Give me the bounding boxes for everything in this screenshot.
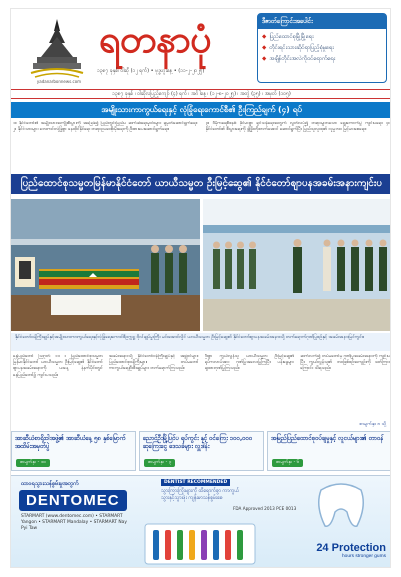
ad-tagline: ထာဝရသွားသန်စွမ်းမှုအတွက် [21,481,79,487]
ad-benefit-line: သွားကြားကြိုးများကို ထိရောက်စွာ ကာကွယ် [161,488,240,494]
photo-ceremony-hall[interactable] [11,199,200,331]
ad-protection [316,542,386,559]
honor-guard-image [203,199,391,331]
article1-body [11,121,391,171]
toothbrush-pack-icon [141,522,261,566]
issue-line: ၁၃၈၇ ခုနှစ်၊ ဝါဆို (၁၂ ရက်) • ဗုဒ္ဓဟူးနေ့ • (၁၁-၂-၂၀၂၅) [97,68,205,74]
headline-item[interactable]: ◆ ပြည်ထောင်စုမြို့မြို့ရေး [262,34,314,40]
teaser-row [11,431,391,471]
main-article-body [11,354,391,428]
teaser-3[interactable] [267,431,391,471]
ad-benefit-line: သွားနှင့်သွားဖုံး ကျန်းမာသန်စွမ်းစေ [161,495,223,501]
article1-col2: ၃။ ဒီမိုကရေစီစနစ် ခိုင်မာစွာ ရှင်သန်ရေးအတွက် လွတ်လပ်၍ တရားမျှတသော ရွေးကောက်ပွဲ ကျင်းပရေး၊ ၄။ နိုင်ငံတော်၏ စီးပွားရေးကို ဖွံ့ဖြိုးတိုးတက်အောင် ဆောင်ရွက်ပြီး ပြည်သူလူထု၏ လူမှုဘဝ မြင့်မားစေရေး။ [205,121,390,133]
photo-caption: နိုင်ငံတော်ဝန်ကြီးချုပ်နှင့်အမျိုးသားကာကွယ်ရေးနှင့်လုံခြုံရေးကောင်စီဥက္ကဋ္ဌ ဗိုလ်ချုပ်မှူးကြီး မင်းအောင်လှိုင် ယာယီသမ္မတ ဦးမြင့်ဆွေ၏ နိုင်ငံတော်စျာပနအခမ်းအနားသို့ တက်ရောက်ဂုဏ်ပြုစဉ်နှင့် အခမ်းအနားမြင်ကွင်း။ [11,333,391,351]
ad-fda-note: FDA Approved 2013 PCE 0013 [233,506,297,511]
bullet-icon: ◆ [262,45,267,51]
main-headline[interactable]: ပြည်ထောင်စုသမ္မတမြန်မာနိုင်ငံတော် ယာယီသမ္မတ ဦးမြင့်ဆွေ၏ နိုင်ငံတော်စျာပနအခမ်းအနားကျင်းပ [11,174,391,194]
teaser-1-page: စာမျက်နှာ - ၁၀ [16,459,50,467]
newspaper-page [10,8,391,568]
headlines-box-title: ဒီဇာတ်ကြောင်းအပေါင်း [258,14,386,29]
main-col3: ဦးစွာ ကွယ်လွန်သူ ယာယီသမ္မတ ဦးမြင့်ဆွေ၏ ရုပ်ကလာပ်အား ဂုဏ်ပြုအလေးပြုကြပြီး ပန်းခွေများ ချထားဂုဏ်ပြုကြသည်။ [204,354,295,372]
pagoda-emblem-icon [29,17,85,79]
headlines-list [258,29,386,68]
ad-distributors: STARMART (www.dentomec.com) • STARMART Yangon • STARMART Mandalay • STARMART Nay Pyi Taw [21,514,127,531]
date-strip: ၁၃၈၇ ခုနှစ် ၊ ဝါဆိုလပြည့်ကျော် (၄) ရက် ၊ အင်္ဂါနေ့ ၊ (၁၂-၈-၂၀၂၅) ၊ အတွဲ (၃၅) ၊ အမှတ် (၁၀၅) [11,89,391,99]
ad-protection-big: 24 Protection [316,542,386,554]
teaser-3-page: စာမျက်နှာ - ၆ [272,459,303,467]
teaser-2[interactable] [139,431,264,471]
main-col1: နေပြည်တော် ဩဂုတ် ၁၁ ။ ပြည်ထောင်စုသမ္မတမြန်မာနိုင်ငံတော် ယာယီသမ္မတ ဦးမြင့်ဆွေ၏ နိုင်ငံတော်စျာပနအခမ်းအနားကို ယနေ့ နံနက်ပိုင်းတွင် နေပြည်တော်၌ ကျင်းပသည်။ [13,354,103,378]
continued-link[interactable]: စာမျက်နှာ ၈ သို့ [359,422,386,427]
bullet-icon: ◆ [262,34,267,40]
newspaper-title: ရတနာပုံ [99,16,211,61]
masthead [11,9,391,87]
photo-honor-guard[interactable] [203,199,391,331]
teaser-2-page: စာမျက်နှာ - ၃ [144,459,175,467]
teaser-2-text: ညောင်ဦးမြို့ပြင်ပ ရုပ်ကွင်း နှင့် ဝင်ကြေး ၁၀၀,၀၀၀ ဆုကြေးငွေ ဒေသခံများ လှူဒါန်း [143,435,253,450]
teaser-3-text: အမြည်ပြည်ထောင်စုဝပ်ချမှုနှင့် လူငယ်များ၏ တာဝန် [271,435,384,442]
main-col2: အခမ်းအနားသို့ နိုင်ငံတော်ဝန်ကြီးချုပ်နှင့် အဖွဲ့ဝင်များ၊ ပြည်ထောင်စုဝန်ကြီးများ၊ တပ်မတော်ကာကွယ်ရေးဦးစီးချုပ်များ တက်ရောက်ကြသည်။ [108,354,199,372]
main-col4: ဆက်လက်၍ တပ်မတော်မှ ဂုဏ်ပြုအခမ်းအနားကို ကျင်းပပြီး ကွယ်လွန်သူ၏ ဘဝဖြစ်စဉ်အကျဉ်းကို ဖတ်ကြားကြောင်း သိရသည်။ [300,354,390,372]
tooth-icon [311,482,371,530]
ad-benefits [161,488,281,502]
site-url: yadanarbonnews.com [36,79,82,84]
ceremony-hall-image [11,199,200,331]
headline-item[interactable]: ◆ အချိန်တိုင်းအလဲကိုဝင်ရောက်ရေး [262,56,336,62]
ad-protection-small: hours stronger gums [342,554,386,559]
teaser-1-text: အာဆီယံစာရိုးဝါအဖွဲ့၏ အာဆီယံနေ့ ၅၈ နှစ်မြောက် အထိမ်းအမှတ်ပွဲ [15,435,126,450]
ad-recommended-badge: DENTIST RECOMMENDED [161,479,230,486]
headlines-box [257,13,387,83]
article1-col1: ၁။ နိုင်ငံတော်၏ အမျိုးသားအကျိုးစီးပွားကို အခြေခံ၍ ပြည်တွင်းပြည်ပ ဆက်ဆံရေးမူဝါဒများ ချမှတ်ဆောင်ရွက်ရေး၊ ၂။ နိုင်ငံသားများ ဘေးကင်းလုံခြုံစွာ နေထိုင်နိုင်ရေး တရားဥပဒေစိုးမိုးရေးကို ဦးစားပေးဆောင်ရွက်ရေး။ [13,121,198,133]
bullet-icon: ◆ [262,56,267,62]
teaser-1[interactable] [11,431,136,471]
ad-brand: DENTOMEC [19,490,127,511]
headline-item[interactable]: ◆ တိုင်းရင်းသားဆိုင်ရာပြည့်စုံမှုရေး [262,45,334,51]
dentomec-ad[interactable] [11,475,391,568]
article1-headline[interactable]: အမျိုးသားကာကွယ်ရေးနှင့် လုံခြုံရေးကောင်စီ၏ ဦးကြည်ချက် (၄) ရပ် [11,102,391,118]
